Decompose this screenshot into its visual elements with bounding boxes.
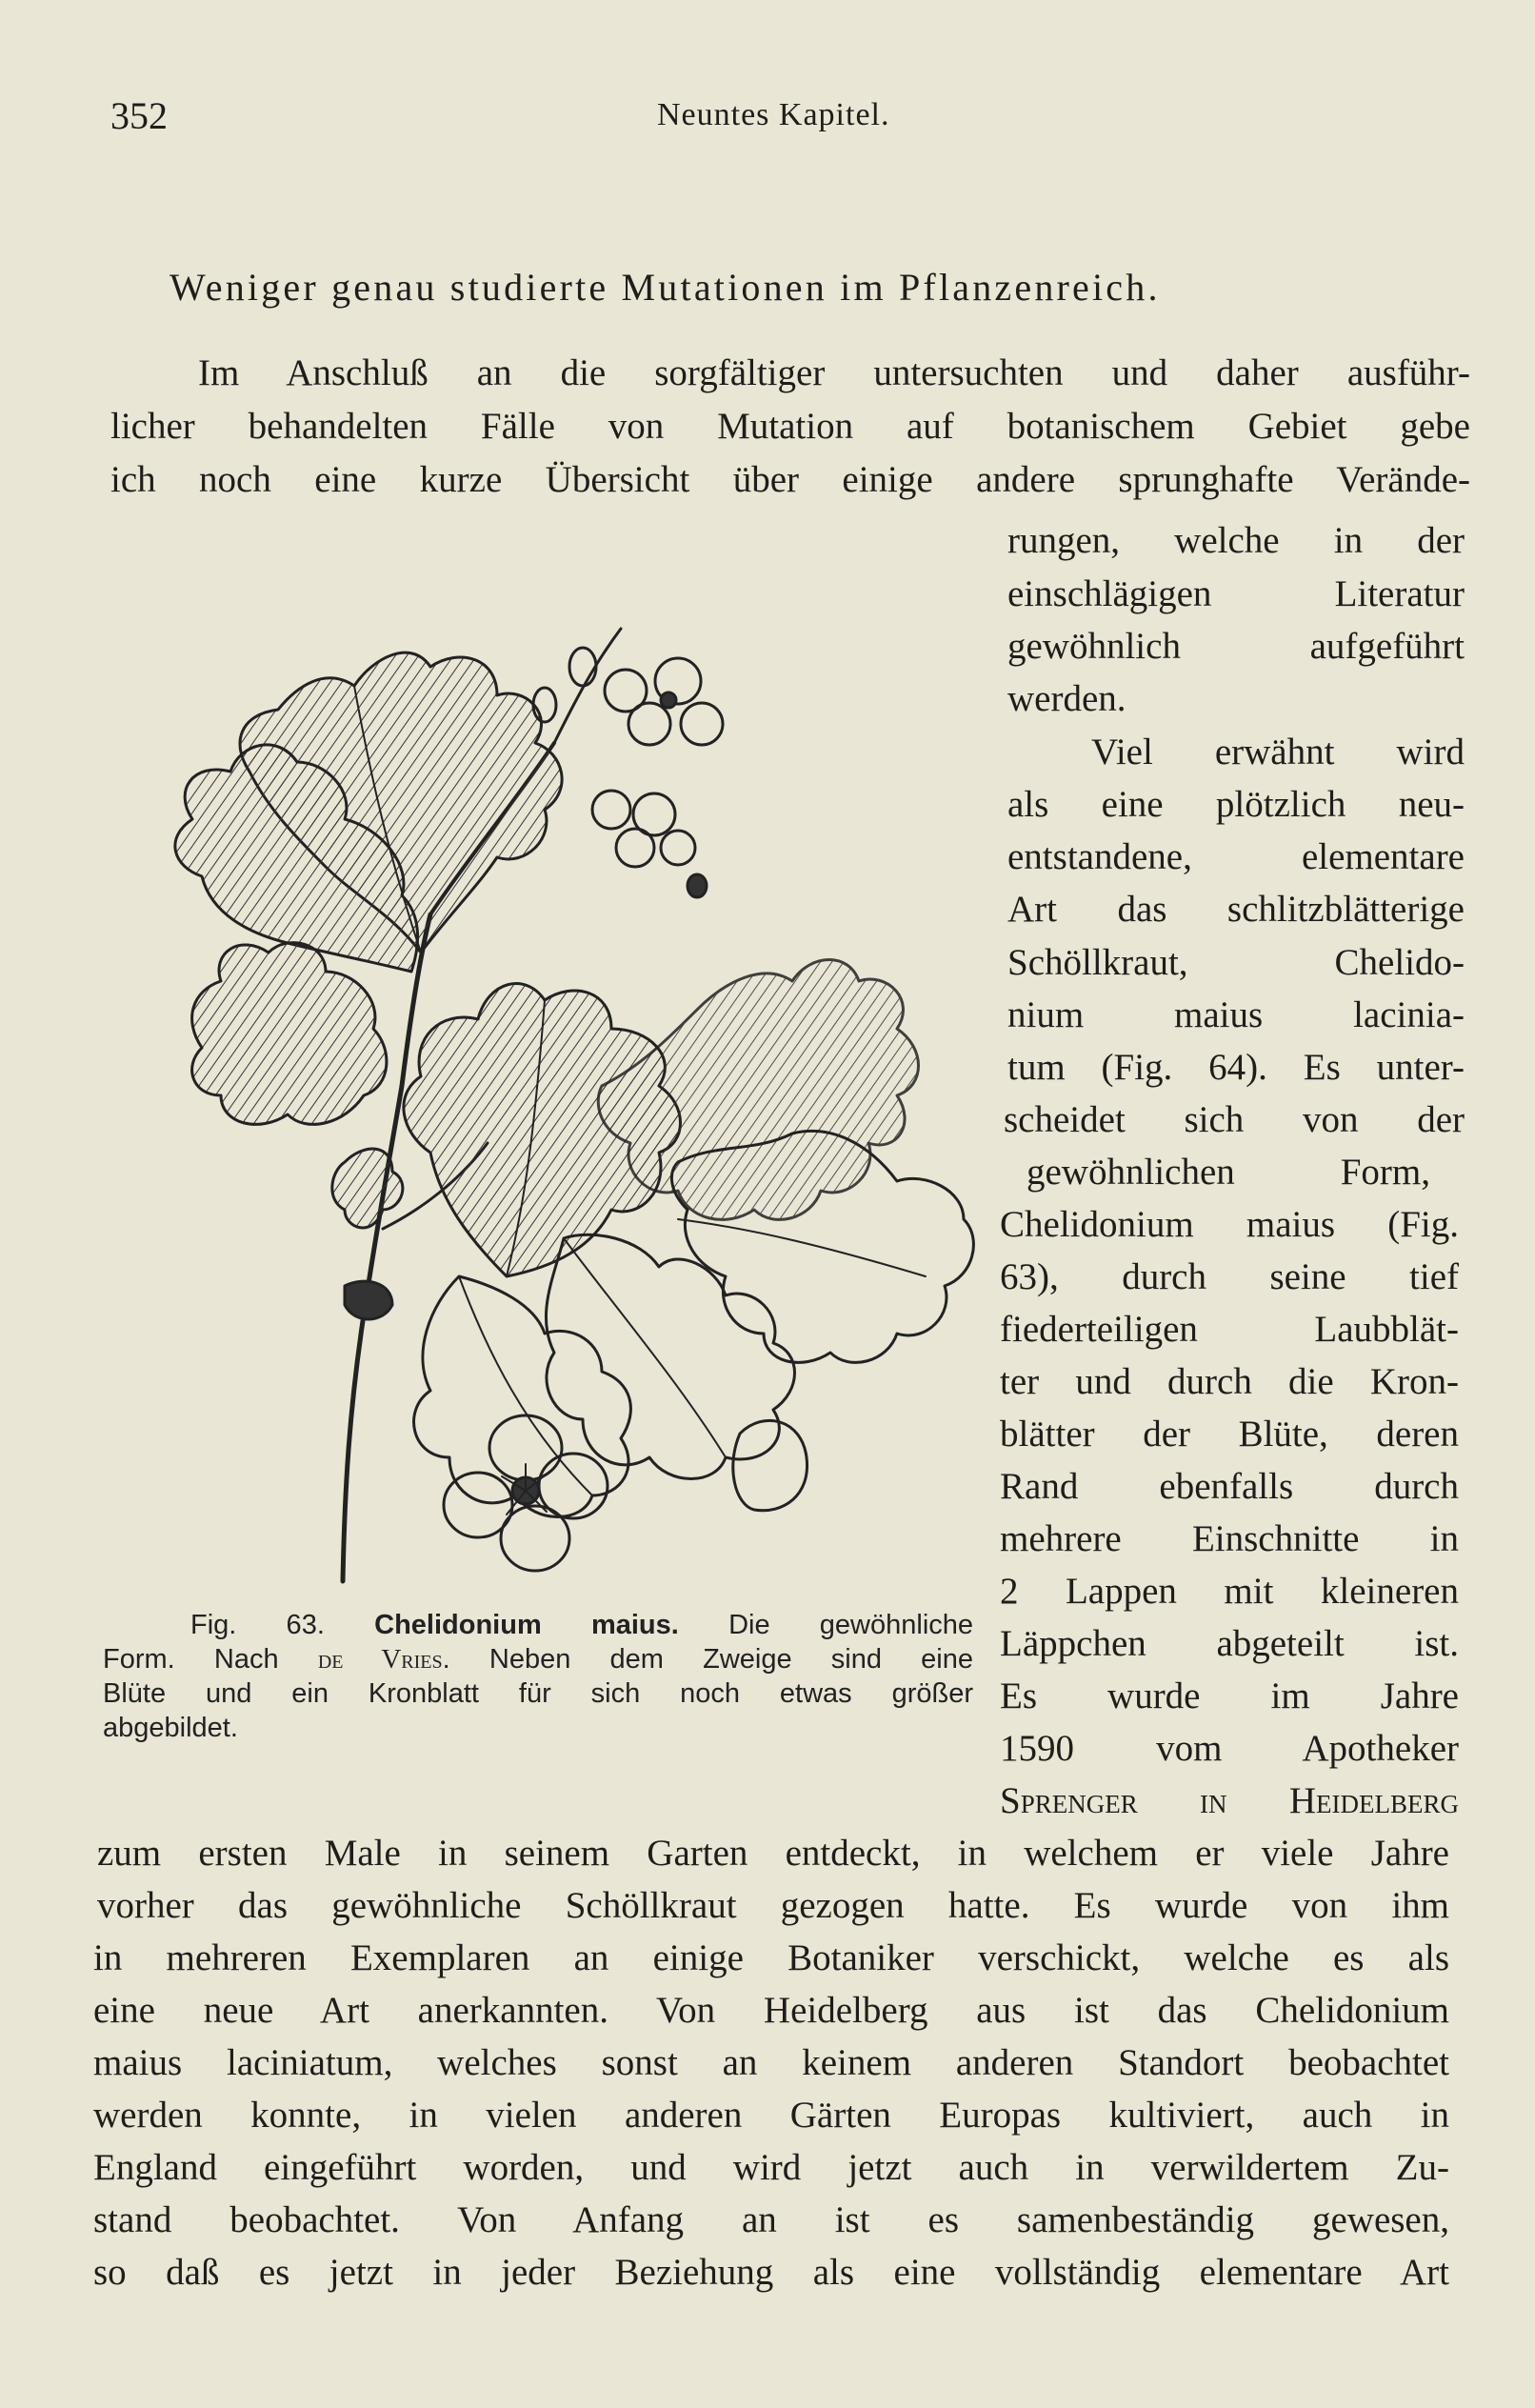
caption-text: . Neben dem Zweige sind eine xyxy=(442,1644,974,1675)
text-line: scheidet sich von der xyxy=(1004,1099,1465,1140)
text-line: Art das schlitzblätterige xyxy=(1007,889,1465,930)
text-line: tum (Fig. 64). Es unter- xyxy=(1007,1047,1465,1088)
running-title: Neuntes Kapitel. xyxy=(657,97,890,132)
text-line: mehrere Einschnitte in xyxy=(1000,1518,1459,1559)
text-line: England eingeführt worden, und wird jetzt auch in verwildertem Zu- xyxy=(93,2147,1449,2188)
caption-line: abgebildet. xyxy=(103,1713,238,1743)
caption-line: Blüte und ein Kronblatt für sich noch etwas größer xyxy=(103,1678,973,1709)
text-line: in mehreren Exemplaren an einige Botaniker verschickt, welche es als xyxy=(93,1937,1449,1978)
text-line: eine neue Art anerkannten. Von Heidelberg aus ist das Chelidonium xyxy=(93,1990,1449,2031)
text-line: Im Anschluß an die sorgfältiger untersuchten und daher ausführ- xyxy=(198,352,1470,393)
text-line: ter und durch die Kron- xyxy=(1000,1361,1459,1402)
author-name: de Vries xyxy=(317,1644,443,1675)
section-title: Weniger genau studierte Mutationen im Pflanzenreich. xyxy=(169,266,1161,309)
text-line: ich noch eine kurze Übersicht über einige andere sprunghafte Verände- xyxy=(110,459,1470,500)
text-line: 1590 vom Apotheker xyxy=(1000,1728,1459,1769)
text-line: Chelidonium maius (Fig. xyxy=(1000,1204,1459,1245)
text-line: Sprenger in Heidelberg xyxy=(1000,1780,1459,1821)
text-line: Es wurde im Jahre xyxy=(1000,1676,1459,1716)
figure-caption xyxy=(103,1608,973,1745)
text-line: licher behandelten Fälle von Mutation auf botanischem Gebiet gebe xyxy=(110,406,1470,447)
flower-detail xyxy=(444,1415,608,1571)
text-line: als eine plötzlich neu- xyxy=(1007,784,1465,825)
text-line: gewöhnlich aufgeführt xyxy=(1007,626,1465,667)
text-line: 2 Lappen mit kleineren xyxy=(1000,1571,1459,1612)
text-line: rungen, welche in der xyxy=(1007,520,1465,561)
text-line: zum ersten Male in seinem Garten entdeckt, in welchem er viele Jahre xyxy=(97,1833,1449,1874)
text-line: entstandene, elementare xyxy=(1007,836,1465,877)
petal-detail xyxy=(733,1420,807,1510)
text-line: nium maius lacinia- xyxy=(1007,994,1465,1035)
text-line: werden. xyxy=(1007,678,1126,719)
caption-line xyxy=(103,1642,973,1676)
text-line: einschlägigen Literatur xyxy=(1007,573,1465,614)
text-line: gewöhnlichen Form, xyxy=(1027,1152,1430,1193)
text-line: Rand ebenfalls durch xyxy=(1000,1466,1459,1507)
caption-line xyxy=(103,1608,973,1642)
text-line: Läppchen abgeteilt ist. xyxy=(1000,1623,1459,1664)
caption-text: Form. Nach xyxy=(103,1644,279,1675)
text-line: stand beobachtet. Von Anfang an ist es samenbeständig gewesen, xyxy=(93,2199,1449,2240)
figure-label: Fig. 63. xyxy=(190,1610,325,1640)
text-line: vorher das gewöhnliche Schöllkraut gezogen hatte. Es wurde von ihm xyxy=(97,1885,1449,1926)
page-number: 352 xyxy=(110,94,168,137)
text-line: Viel erwähnt wird xyxy=(1091,732,1465,773)
text-line: Schöllkraut, Chelido- xyxy=(1007,942,1465,983)
text-line: maius laciniatum, welches sonst an keinem anderen Standort beobachtet xyxy=(93,2042,1449,2083)
text-line: blätter der Blüte, deren xyxy=(1000,1414,1459,1455)
species-name: Chelidonium maius. xyxy=(374,1610,679,1640)
caption-text: Die gewöhnliche xyxy=(728,1610,974,1640)
text-line: so daß es jetzt in jeder Beziehung als eine vollständig elementare Art xyxy=(93,2252,1449,2293)
text-line: 63), durch seine tief xyxy=(1000,1256,1459,1297)
text-line: werden konnte, in vielen anderen Gärten Europas kultiviert, auch in xyxy=(93,2095,1449,2136)
plant-illustration xyxy=(107,552,992,1610)
text-line: fiederteiligen Laubblät- xyxy=(1000,1309,1459,1350)
